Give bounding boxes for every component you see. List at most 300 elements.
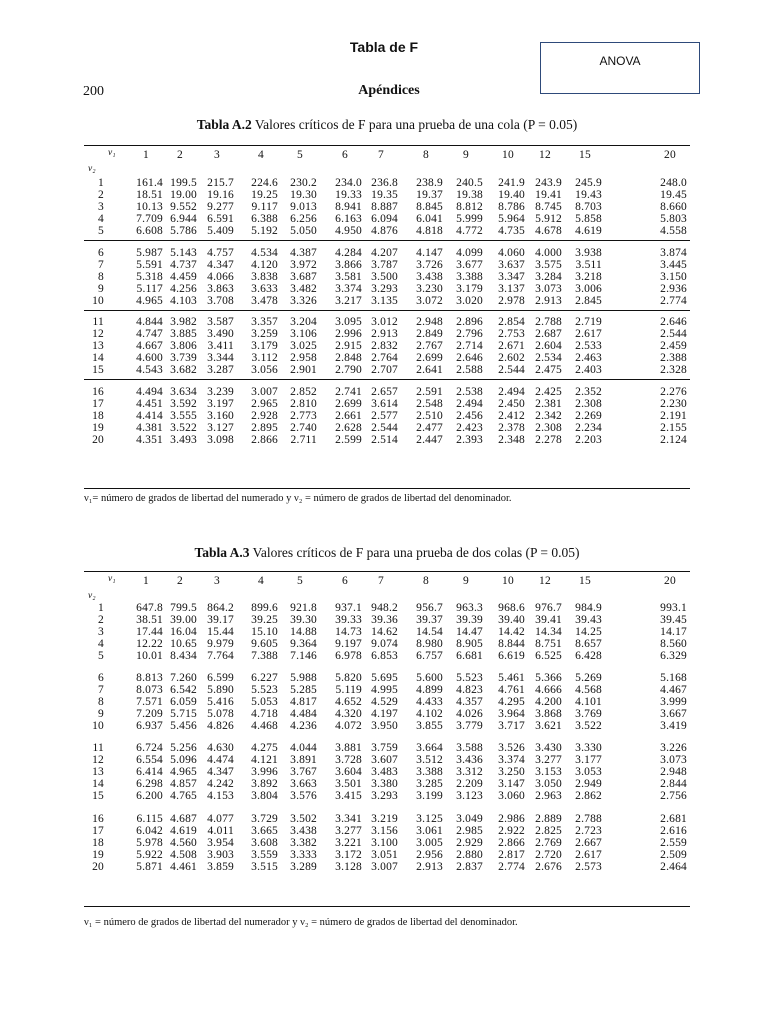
table-cell: 2.790	[335, 364, 362, 377]
table-cell: 3.729	[251, 812, 278, 825]
table-cell: 4.529	[371, 696, 398, 709]
table-cell: 3.050	[535, 778, 562, 791]
table-cell: 3.637	[498, 258, 525, 271]
table-cell: 5.078	[207, 708, 234, 721]
table-cell: 3.382	[290, 836, 317, 849]
table-cell: 3.708	[207, 294, 234, 307]
table-cell: 8.812	[456, 201, 483, 213]
table-cell: 4.060	[498, 246, 525, 259]
table-cell: 3.007	[371, 860, 398, 873]
table-cell: 3.664	[416, 742, 443, 755]
table-cell: 993.1	[660, 602, 687, 614]
row-label: 12	[92, 754, 104, 767]
column-header: 6	[342, 149, 348, 161]
table-cell: 3.293	[371, 790, 398, 803]
table-cell: 4.568	[575, 684, 602, 697]
table-cell: 3.239	[207, 386, 234, 399]
table-cell: 4.275	[251, 742, 278, 755]
table-cell: 14.47	[456, 626, 483, 638]
table-cell: 19.33	[335, 189, 362, 201]
table-cell: 39.43	[575, 614, 602, 626]
table-cell: 7.388	[251, 650, 278, 662]
table-cell: 2.203	[575, 434, 602, 447]
table-cell: 3.073	[535, 282, 562, 295]
table-cell: 2.929	[456, 836, 483, 849]
table-cell: 5.523	[456, 672, 483, 685]
table-cell: 3.112	[251, 352, 278, 365]
table-cell: 3.614	[371, 398, 398, 411]
table-cell: 4.102	[416, 708, 443, 721]
table-cell: 4.467	[660, 684, 687, 697]
table-cell: 5.461	[498, 672, 525, 685]
table-cell: 2.986	[498, 812, 525, 825]
table-cell: 4.761	[498, 684, 525, 697]
table-cell: 5.978	[136, 836, 163, 849]
table-cell: 2.773	[290, 410, 317, 423]
table-cell: 6.059	[170, 696, 197, 709]
table-cell: 937.1	[335, 602, 362, 614]
table-cell: 39.25	[251, 614, 278, 626]
table-cell: 19.30	[290, 189, 317, 201]
table-cell: 2.854	[498, 316, 525, 329]
table-cell: 3.006	[575, 282, 602, 295]
table-cell: 2.477	[416, 422, 443, 435]
table-cell: 5.269	[575, 672, 602, 685]
table-cell: 2.774	[498, 860, 525, 873]
table-cell: 2.378	[498, 422, 525, 435]
table-cell: 4.347	[207, 258, 234, 271]
table-cell: 3.277	[535, 754, 562, 767]
table-cell: 3.330	[575, 742, 602, 755]
row-label: 20	[92, 860, 104, 873]
column-header: 15	[579, 575, 591, 587]
table-cell: 3.344	[207, 352, 234, 365]
table-cell: 3.179	[456, 282, 483, 295]
table-cell: 3.160	[207, 410, 234, 423]
table-cell: 8.703	[575, 201, 602, 213]
table-cell: 230.2	[290, 177, 317, 189]
table-cell: 4.072	[335, 720, 362, 733]
table-cell: 3.430	[535, 742, 562, 755]
table-cell: 3.374	[498, 754, 525, 767]
table-cell: 15.10	[251, 626, 278, 638]
table-cell: 2.681	[660, 812, 687, 825]
table-cell: 5.416	[207, 696, 234, 709]
table-cell: 3.061	[416, 824, 443, 837]
table-cell: 4.295	[498, 696, 525, 709]
table-cell: 5.999	[456, 213, 483, 225]
table-cell: 39.36	[371, 614, 398, 626]
row-label: 9	[98, 282, 104, 295]
row-label: 10	[92, 294, 104, 307]
table-cell: 9.074	[371, 638, 398, 650]
table-cell: 2.509	[660, 848, 687, 861]
table-cell: 2.889	[535, 812, 562, 825]
table-cell: 14.42	[498, 626, 525, 638]
table-cell: 18.51	[136, 189, 163, 201]
column-header: 12	[539, 149, 551, 161]
table-cell: 4.387	[290, 246, 317, 259]
table-cell: 8.657	[575, 638, 602, 650]
table-cell: 3.438	[290, 824, 317, 837]
table-cell: 3.964	[498, 708, 525, 721]
table-cell: 4.103	[170, 294, 197, 307]
table-cell: 14.54	[416, 626, 443, 638]
table-cell: 2.423	[456, 422, 483, 435]
column-header: 8	[423, 149, 429, 161]
table-cell: 2.559	[660, 836, 687, 849]
table-cell: 2.788	[535, 316, 562, 329]
table-cell: 3.483	[371, 766, 398, 779]
table-cell: 3.575	[535, 258, 562, 271]
table-cell: 3.230	[416, 282, 443, 295]
table-cell: 3.415	[335, 790, 362, 803]
table-footnote: ν₁= número de grados de libertad del numerado y ν₂ = número de grados de libertad del denominador.	[84, 493, 512, 504]
column-header: 3	[214, 149, 220, 161]
table-cell: 2.155	[660, 422, 687, 435]
table-cell: 2.671	[498, 340, 525, 353]
table-cell: 3.445	[660, 258, 687, 271]
table-cell: 3.982	[170, 316, 197, 329]
table-cell: 3.285	[416, 778, 443, 791]
table-cell: 234.0	[335, 177, 362, 189]
table-cell: 9.605	[251, 638, 278, 650]
table-cell: 6.256	[290, 213, 317, 225]
table-cell: 4.558	[660, 225, 687, 237]
row-label: 18	[92, 836, 104, 849]
table-cell: 5.922	[136, 848, 163, 861]
table-cell: 4.414	[136, 410, 163, 423]
column-header: 7	[378, 575, 384, 587]
table-cell: 10.13	[136, 201, 163, 213]
table-cell: 14.25	[575, 626, 602, 638]
table-cell: 6.298	[136, 778, 163, 791]
table-cell: 14.73	[335, 626, 362, 638]
table-cell: 245.9	[575, 177, 602, 189]
row-label: 7	[98, 684, 104, 697]
table-cell: 3.217	[335, 294, 362, 307]
table-cell: 8.980	[416, 638, 443, 650]
nu1-label: ν₁	[108, 148, 116, 158]
table-cell: 3.250	[498, 766, 525, 779]
table-cell: 3.380	[371, 778, 398, 791]
table-cell: 5.366	[535, 672, 562, 685]
row-label: 8	[98, 270, 104, 283]
table-cell: 2.412	[498, 410, 525, 423]
row-label: 17	[92, 824, 104, 837]
column-header: 9	[463, 575, 469, 587]
table-cell: 4.735	[498, 225, 525, 237]
group-separator	[84, 379, 690, 380]
table-cell: 3.221	[335, 836, 362, 849]
row-label: 18	[92, 410, 104, 423]
table-cell: 19.38	[456, 189, 483, 201]
table-cell: 3.436	[456, 754, 483, 767]
table-cell: 2.866	[251, 434, 278, 447]
table-cell: 2.278	[535, 434, 562, 447]
table-cell: 8.073	[136, 684, 163, 697]
table-cell: 4.147	[416, 246, 443, 259]
table-cell: 3.177	[575, 754, 602, 767]
table-cell: 3.419	[660, 720, 687, 733]
table-cell: 4.619	[170, 824, 197, 837]
table-cell: 3.607	[371, 754, 398, 767]
table-cell: 238.9	[416, 177, 443, 189]
table-cell: 3.739	[170, 352, 197, 365]
table-caption-text: Valores críticos de F para una prueba de una cola (P = 0.05)	[254, 117, 578, 132]
table-cell: 3.608	[251, 836, 278, 849]
table-cell: 3.868	[535, 708, 562, 721]
table-cell: 8.845	[416, 201, 443, 213]
table-cell: 6.163	[335, 213, 362, 225]
table-cell: 2.230	[660, 398, 687, 411]
table-cell: 3.892	[251, 778, 278, 791]
table-cell: 19.37	[416, 189, 443, 201]
row-label: 19	[92, 848, 104, 861]
table-cell: 3.767	[290, 766, 317, 779]
table-cell: 3.005	[416, 836, 443, 849]
table-cell: 4.757	[207, 246, 234, 259]
table-cell: 2.308	[535, 422, 562, 435]
table-cell: 39.41	[535, 614, 562, 626]
table-cell: 3.501	[335, 778, 362, 791]
table-cell: 2.475	[535, 364, 562, 377]
row-label: 16	[92, 812, 104, 825]
table-cell: 2.544	[660, 328, 687, 341]
table-cell: 3.137	[498, 282, 525, 295]
table-cell: 3.049	[456, 812, 483, 825]
table-cell: 4.101	[575, 696, 602, 709]
table-cell: 4.207	[371, 246, 398, 259]
table-cell: 9.013	[290, 201, 317, 213]
table-cell: 2.845	[575, 294, 602, 307]
table-cell: 2.852	[290, 386, 317, 399]
table-cell: 2.965	[251, 398, 278, 411]
table-cell: 2.810	[290, 398, 317, 411]
table-cell: 5.803	[660, 213, 687, 225]
row-label: 19	[92, 422, 104, 435]
table-cell: 3.357	[251, 316, 278, 329]
table-cell: 10.01	[136, 650, 163, 662]
table-cell: 4.197	[371, 708, 398, 721]
table-cell: 3.779	[456, 720, 483, 733]
table-bottom-rule	[84, 906, 690, 907]
table-cell: 4.011	[207, 824, 234, 837]
row-label: 2	[98, 614, 104, 626]
table-cell: 2.450	[498, 398, 525, 411]
table-cell: 2.723	[575, 824, 602, 837]
table-cell: 38.51	[136, 614, 163, 626]
table-cell: 3.787	[371, 258, 398, 271]
table-cell: 2.676	[535, 860, 562, 873]
table-cell: 2.393	[456, 434, 483, 447]
table-cell: 5.715	[170, 708, 197, 721]
table-cell: 4.459	[170, 270, 197, 283]
table-cell: 215.7	[207, 177, 234, 189]
table-cell: 19.16	[207, 189, 234, 201]
table-cell: 976.7	[535, 602, 562, 614]
table-cell: 3.954	[207, 836, 234, 849]
table-cell: 19.00	[170, 189, 197, 201]
table-cell: 2.913	[416, 860, 443, 873]
table-cell: 5.456	[170, 720, 197, 733]
table-cell: 6.619	[498, 650, 525, 662]
table-cell: 6.428	[575, 650, 602, 662]
table-cell: 6.757	[416, 650, 443, 662]
table-cell: 8.560	[660, 638, 687, 650]
table-cell: 3.855	[416, 720, 443, 733]
table-cell: 3.838	[251, 270, 278, 283]
table-cell: 2.844	[660, 778, 687, 791]
table-cell: 3.804	[251, 790, 278, 803]
table-cell: 2.719	[575, 316, 602, 329]
table-cell: 2.657	[371, 386, 398, 399]
table-cell: 6.200	[136, 790, 163, 803]
table-cell: 2.544	[498, 364, 525, 377]
table-cell: 9.117	[251, 201, 278, 213]
column-header: 4	[258, 575, 264, 587]
table-cell: 2.922	[498, 824, 525, 837]
table-cell: 921.8	[290, 602, 317, 614]
table-cell: 6.042	[136, 824, 163, 837]
table-cell: 3.667	[660, 708, 687, 721]
table-cell: 6.329	[660, 650, 687, 662]
table-cell: 19.45	[660, 189, 687, 201]
table-cell: 3.874	[660, 246, 687, 259]
table-cell: 19.40	[498, 189, 525, 201]
table-cell: 2.591	[416, 386, 443, 399]
table-cell: 14.62	[371, 626, 398, 638]
table-cell: 2.714	[456, 340, 483, 353]
row-label: 7	[98, 258, 104, 271]
table-cell: 4.667	[136, 340, 163, 353]
table-cell: 2.948	[660, 766, 687, 779]
table-caption	[84, 545, 690, 561]
table-cell: 948.2	[371, 602, 398, 614]
table-cell: 3.341	[335, 812, 362, 825]
table-cell: 8.751	[535, 638, 562, 650]
table-top-rule	[84, 571, 690, 572]
table-cell: 3.150	[660, 270, 687, 283]
table-cell: 3.072	[416, 294, 443, 307]
table-cell: 3.312	[456, 766, 483, 779]
table-cell: 2.862	[575, 790, 602, 803]
table-cell: 6.388	[251, 213, 278, 225]
table-cell: 3.938	[575, 246, 602, 259]
table-cell: 2.985	[456, 824, 483, 837]
table-cell: 5.964	[498, 213, 525, 225]
table-cell: 3.147	[498, 778, 525, 791]
table-cell: 3.515	[251, 860, 278, 873]
table-cell: 2.616	[660, 824, 687, 837]
table-cell: 2.978	[498, 294, 525, 307]
table-cell: 3.073	[660, 754, 687, 767]
table-cell: 2.913	[371, 328, 398, 341]
table-cell: 7.146	[290, 650, 317, 662]
table-cell: 16.04	[170, 626, 197, 638]
table-cell: 9.979	[207, 638, 234, 650]
table-cell: 5.890	[207, 684, 234, 697]
nu2-label: ν₂	[88, 591, 96, 601]
table-cell: 2.425	[535, 386, 562, 399]
table-cell: 3.095	[335, 316, 362, 329]
row-label: 9	[98, 708, 104, 721]
row-label: 14	[92, 778, 104, 791]
table-cell: 19.25	[251, 189, 278, 201]
table-cell: 8.745	[535, 201, 562, 213]
table-cell: 3.512	[416, 754, 443, 767]
table-cell: 2.646	[456, 352, 483, 365]
table-cell: 2.741	[335, 386, 362, 399]
table-cell: 5.143	[170, 246, 197, 259]
table-cell: 2.538	[456, 386, 483, 399]
table-cell: 2.544	[371, 422, 398, 435]
table-cell: 2.403	[575, 364, 602, 377]
table-cell: 4.120	[251, 258, 278, 271]
table-cell: 4.320	[335, 708, 362, 721]
table-cell: 2.599	[335, 434, 362, 447]
table-caption	[84, 117, 690, 133]
table-cell: 3.634	[170, 386, 197, 399]
table-cell: 3.999	[660, 696, 687, 709]
table-cell: 240.5	[456, 177, 483, 189]
table-cell: 2.915	[335, 340, 362, 353]
table-cell: 3.806	[170, 340, 197, 353]
table-cell: 4.347	[207, 766, 234, 779]
table-cell: 19.43	[575, 189, 602, 201]
table-cell: 3.204	[290, 316, 317, 329]
table-cell: 39.30	[290, 614, 317, 626]
table-cell: 5.256	[170, 742, 197, 755]
table-cell: 3.053	[575, 766, 602, 779]
table-cell: 3.769	[575, 708, 602, 721]
table-cell: 4.600	[136, 352, 163, 365]
table-cell: 3.020	[456, 294, 483, 307]
table-cell: 2.949	[575, 778, 602, 791]
table-cell: 4.153	[207, 790, 234, 803]
page-number: 200	[83, 84, 104, 99]
table-cell: 2.707	[371, 364, 398, 377]
table-cell: 199.5	[170, 177, 197, 189]
table-cell: 2.388	[660, 352, 687, 365]
row-label: 4	[98, 638, 104, 650]
table-cell: 6.978	[335, 650, 362, 662]
table-cell: 3.123	[456, 790, 483, 803]
table-cell: 6.414	[136, 766, 163, 779]
table-cell: 2.928	[251, 410, 278, 423]
table-caption-tag: Tabla A.3	[194, 545, 250, 560]
table-cell: 984.9	[575, 602, 602, 614]
nu2-label: ν₂	[88, 164, 96, 174]
table-cell: 3.197	[207, 398, 234, 411]
table-cell: 864.2	[207, 602, 234, 614]
table-cell: 2.901	[290, 364, 317, 377]
table-cell: 241.9	[498, 177, 525, 189]
table-cell: 3.226	[660, 742, 687, 755]
table-cell: 6.542	[170, 684, 197, 697]
table-cell: 2.880	[456, 848, 483, 861]
table-cell: 7.764	[207, 650, 234, 662]
table-cell: 3.347	[498, 270, 525, 283]
table-cell: 2.617	[575, 328, 602, 341]
table-cell: 2.788	[575, 812, 602, 825]
table-cell: 4.818	[416, 225, 443, 237]
table-cell: 4.857	[170, 778, 197, 791]
table-cell: 2.832	[371, 340, 398, 353]
table-cell: 2.209	[456, 778, 483, 791]
table-cell: 3.153	[535, 766, 562, 779]
table-cell: 2.276	[660, 386, 687, 399]
